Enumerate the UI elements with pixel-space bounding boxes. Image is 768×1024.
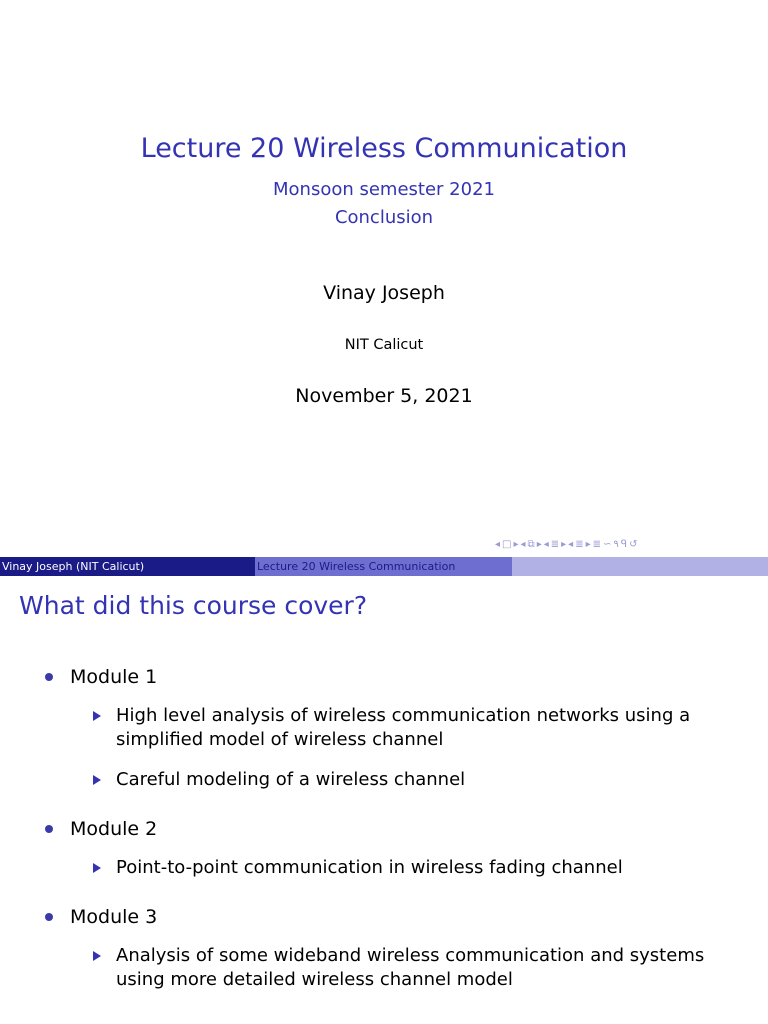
nav-next-slide-icon[interactable]: ▸ (513, 539, 519, 550)
module-item-text: High level analysis of wireless communication networks using a simplified model of wireless channel (116, 705, 691, 750)
list-item (0, 944, 768, 992)
footer-author: Vinay Joseph (NIT Calicut) (0, 557, 255, 576)
footer-title: Lecture 20 Wireless Communication (255, 557, 512, 576)
nav-find-icon[interactable]: ᑫ (620, 539, 628, 550)
nav-search-icon[interactable]: ٩ (613, 539, 619, 550)
nav-prev-subsection-icon[interactable]: ◂ (543, 539, 549, 550)
module-list (0, 664, 768, 1008)
nav-next-frame-icon[interactable]: ▸ (536, 539, 542, 550)
subtitle-topic: Conclusion (334, 207, 434, 228)
institute-name: NIT Calicut (344, 337, 424, 353)
nav-prev-section-icon[interactable]: ◂ (568, 539, 574, 550)
subtitle-semester: Monsoon semester 2021 (273, 179, 495, 200)
nav-slide-icon[interactable]: □ (502, 539, 512, 550)
presentation-subtitle (0, 176, 768, 232)
module-label: Module 2 (70, 818, 158, 840)
list-item (0, 856, 768, 880)
nav-prev-slide-icon[interactable]: ◂ (495, 539, 501, 550)
nav-subsection-icon[interactable]: ≣ (550, 539, 560, 550)
bullet-triangle-icon (93, 711, 101, 721)
nav-frame-icon[interactable]: ⧉ (527, 539, 535, 550)
frame-title: What did this course cover? (19, 591, 368, 620)
bullet-triangle-icon (93, 775, 101, 785)
list-item (0, 704, 768, 752)
module-item-text: Careful modeling of a wireless channel (116, 769, 466, 790)
list-item (0, 664, 768, 690)
author-name: Vinay Joseph (323, 282, 445, 304)
content-slide (0, 576, 768, 1024)
nav-document-icon[interactable]: ≣ (592, 539, 602, 550)
beamer-navigation-symbols[interactable] (494, 537, 766, 553)
nav-next-subsection-icon[interactable]: ▸ (561, 539, 567, 550)
presentation-title: Lecture 20 Wireless Communication (140, 133, 628, 164)
list-item (0, 768, 768, 792)
bullet-triangle-icon (93, 951, 101, 961)
bullet-dot-icon (45, 673, 53, 681)
module-item-text: Analysis of some wideband wireless communication and systems using more detailed wireless channel model (116, 945, 705, 990)
bullet-dot-icon (45, 913, 53, 921)
nav-back-icon[interactable]: ∽ (603, 539, 612, 550)
list-item (0, 816, 768, 842)
module-label: Module 1 (70, 666, 158, 688)
footline (0, 557, 768, 576)
nav-section-icon[interactable]: ≣ (575, 539, 584, 550)
list-item (0, 904, 768, 930)
bullet-dot-icon (45, 825, 53, 833)
module-label: Module 3 (70, 906, 158, 928)
nav-forward-icon[interactable]: ↺ (629, 539, 638, 550)
footer-blank (512, 557, 768, 576)
nav-prev-frame-icon[interactable]: ◂ (520, 539, 526, 550)
presentation-date: November 5, 2021 (295, 385, 473, 407)
nav-next-section-icon[interactable]: ▸ (585, 539, 591, 550)
bullet-triangle-icon (93, 863, 101, 873)
module-item-text: Point-to-point communication in wireless fading channel (116, 857, 623, 878)
